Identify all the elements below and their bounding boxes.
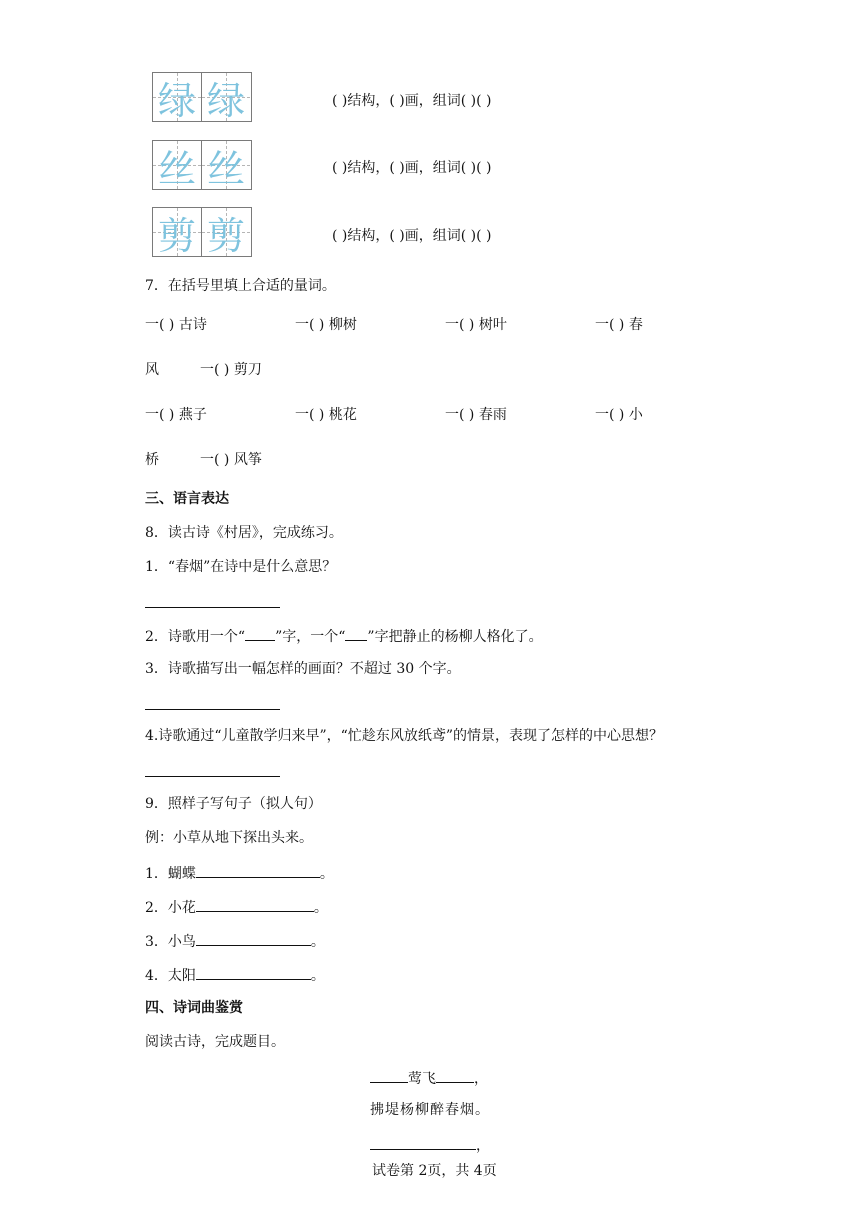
q9-word: 小鸟 xyxy=(167,934,196,950)
q7-item: 一( ) 春 xyxy=(595,317,643,333)
poem-blank[interactable] xyxy=(370,1068,408,1083)
q9-item xyxy=(145,897,328,917)
q9-example: 例：小草从地下探出头来。 xyxy=(145,830,313,846)
q8-title: 8．读古诗《村居》，完成练习。 xyxy=(145,525,343,541)
q7-item: 风 xyxy=(145,362,159,378)
q9-num: 2． xyxy=(145,900,168,916)
poem-line-1 xyxy=(370,1068,488,1088)
q7-item: 一( ) 小 xyxy=(595,407,643,423)
answer-blank[interactable] xyxy=(196,897,314,912)
q7-item: 一( ) 风筝 xyxy=(200,452,262,468)
q9-word: 蝴蝶 xyxy=(167,866,196,882)
grid-cell xyxy=(201,208,250,256)
q7-item: 一( ) 柳树 xyxy=(295,317,357,333)
answer-blank[interactable] xyxy=(196,965,311,980)
q7-item: 一( ) 古诗 xyxy=(145,317,207,333)
q8-2-part: ”字把静止的杨柳人格化了。 xyxy=(367,629,543,645)
grid-char: 剪 xyxy=(157,213,196,258)
grid-char: 丝 xyxy=(206,146,245,191)
q9-end: 。 xyxy=(310,934,325,950)
q8-1: 1．“春烟”在诗中是什么意思？ xyxy=(145,559,337,575)
answer-blank[interactable] xyxy=(345,626,367,641)
grid-cell xyxy=(153,141,201,189)
q9-item xyxy=(145,931,325,951)
char-row-1-text: ( )结构，( )画，组词( )( ) xyxy=(332,93,492,109)
answer-line[interactable] xyxy=(145,776,280,777)
grid-cell xyxy=(201,141,250,189)
grid-char: 丝 xyxy=(157,146,196,191)
answer-line[interactable] xyxy=(145,709,280,710)
grid-cell xyxy=(153,73,201,121)
grid-char: 绿 xyxy=(157,78,196,123)
char-row-3-text: ( )结构，( )画，组词( )( ) xyxy=(332,228,492,244)
section4-intro: 阅读古诗，完成题目。 xyxy=(145,1034,285,1050)
answer-blank[interactable] xyxy=(196,931,311,946)
char-grid-2 xyxy=(152,140,252,190)
poem-blank[interactable] xyxy=(370,1135,476,1150)
q7-item: 一( ) 春雨 xyxy=(445,407,507,423)
q9-word: 小花 xyxy=(167,900,196,916)
poem-line-3 xyxy=(370,1135,490,1155)
grid-cell xyxy=(153,208,201,256)
char-grid-3 xyxy=(152,207,252,257)
q9-item xyxy=(145,965,325,985)
poem-text: ， xyxy=(476,1138,490,1154)
q8-2 xyxy=(145,626,543,646)
q9-num: 1． xyxy=(145,866,168,882)
q9-title: 9．照样子写句子（拟人句） xyxy=(145,796,322,812)
q7-item: 一( ) 树叶 xyxy=(445,317,507,333)
grid-char: 剪 xyxy=(206,213,245,258)
answer-blank[interactable] xyxy=(245,626,275,641)
q9-num: 3． xyxy=(145,934,168,950)
q8-4: 4.诗歌通过“儿童散学归来早”，“忙趁东风放纸鸢”的情景，表现了怎样的中心思想？ xyxy=(145,728,663,744)
section-heading: 三、语言表达 xyxy=(145,491,229,507)
q9-end: 。 xyxy=(319,866,334,882)
q9-word: 太阳 xyxy=(167,968,196,984)
q7-title: 7．在括号里填上合适的量词。 xyxy=(145,278,336,294)
q7-item: 一( ) 剪刀 xyxy=(200,362,262,378)
q9-item xyxy=(145,863,334,883)
poem-text: ， xyxy=(474,1071,488,1087)
poem-blank[interactable] xyxy=(436,1068,474,1083)
answer-blank[interactable] xyxy=(196,863,320,878)
poem-line-2: 拂堤杨柳醉春烟。 xyxy=(370,1102,490,1118)
q9-end: 。 xyxy=(310,968,325,984)
char-row-2-text: ( )结构，( )画，组词( )( ) xyxy=(332,160,492,176)
q9-num: 4． xyxy=(145,968,168,984)
answer-line[interactable] xyxy=(145,607,280,608)
poem-text: 莺飞 xyxy=(408,1071,436,1087)
grid-char: 绿 xyxy=(206,78,245,123)
section-heading: 四、诗词曲鉴赏 xyxy=(145,1000,243,1016)
grid-cell xyxy=(201,73,250,121)
q7-item: 一( ) 燕子 xyxy=(145,407,207,423)
char-grid-1 xyxy=(152,72,252,122)
q9-end: 。 xyxy=(313,900,328,916)
q7-item: 一( ) 桃花 xyxy=(295,407,357,423)
q8-2-part: 2．诗歌用一个“ xyxy=(145,629,246,645)
page-footer: 试卷第 2页，共 4页 xyxy=(372,1163,497,1179)
q8-3: 3．诗歌描写出一幅怎样的画面？不超过 30 个字。 xyxy=(145,661,461,677)
q8-2-part: ”字，一个“ xyxy=(275,629,346,645)
q7-item: 桥 xyxy=(145,452,159,468)
